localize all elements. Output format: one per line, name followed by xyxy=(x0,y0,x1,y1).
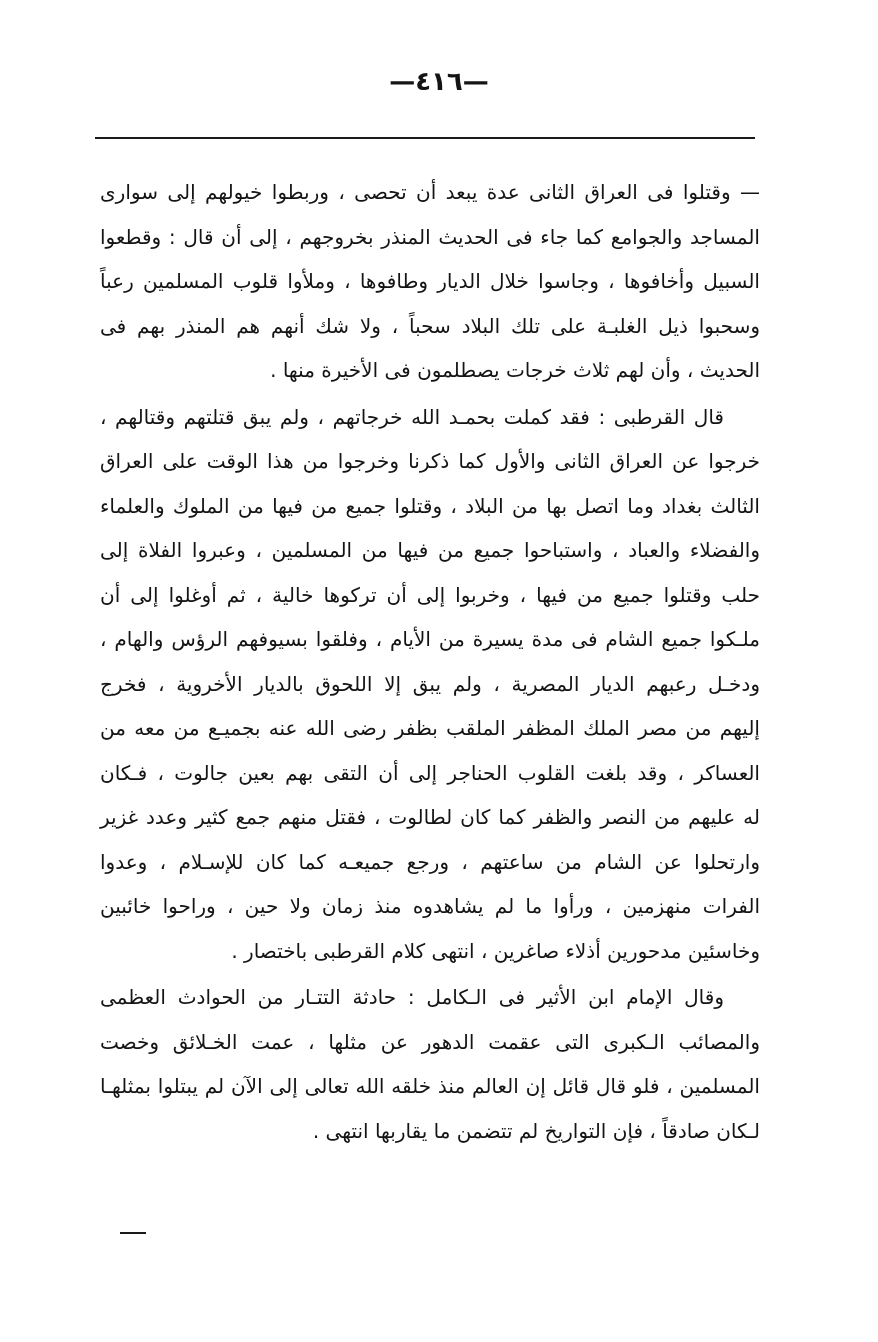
text-line: المسلمين ، فلو قال قائل إن العالم منذ خلقه الله تعالى إلى الآن لم يبتلوا بمثلهـا xyxy=(100,1074,760,1098)
text-line: وارتحلوا عن الشام من ساعتهم ، ورجع جميعـه كما كان للإسـلام ، وعدوا xyxy=(100,849,760,874)
paragraph-qurtubi-quote xyxy=(100,395,760,974)
text-line: حلب وقتلوا جميع من فيها ، وخربوا إلى أن تركوها خالية ، ثم أوغلوا إلى أن xyxy=(100,582,760,607)
paragraph-tatar-raids xyxy=(100,170,760,393)
page-number: —٤١٦— xyxy=(389,67,489,97)
text-line: السبيل وأخافوها ، وجاسوا خلال الديار وطافوها ، وملأوا قلوب المسلمين رعباً xyxy=(100,269,760,293)
paragraph-ibn-al-athir-quote xyxy=(100,975,760,1153)
text-line: وخاسئين مدحورين أذلاء صاغرين ، انتهى كلام القرطبى باختصار . xyxy=(231,938,760,963)
continuation-dash xyxy=(120,1232,146,1234)
text-line: الثالث بغداد وما اتصل بها من البلاد ، وقتلوا جميع من فيها من الملوك والعلماء xyxy=(100,493,760,518)
text-line: ودخـل رعبهم الديار المصرية ، ولم يبق إلا اللحوق بالديار الأخروية ، فخرج xyxy=(100,671,760,696)
text-line: خرجوا عن العراق الثانى والأول كما ذكرنا وخرجوا من هذا الوقت على العراق xyxy=(100,449,760,473)
text-line: له عليهم من النصر والظفر كما كان لطالوت ، فقتل منهم جمع كثير وعدد غزير xyxy=(100,805,760,829)
text-line: الفرات منهزمين ، ورأوا ما لم يشاهدوه منذ زمان ولا حين ، وراحوا خائبين xyxy=(100,894,760,918)
text-line: إليهم من مصر الملك المظفر الملقب بظفر رضى الله عنه بجميـع من معه من xyxy=(100,716,760,740)
text-line: — وقتلوا فى العراق الثانى عدة يبعد أن تحصى ، وربطوا خيولهم إلى سوارى xyxy=(100,180,760,204)
text-line: المساجد والجوامع كما جاء فى الحديث المنذر بخروجهم ، إلى أن قال : وقطعوا xyxy=(100,224,760,249)
text-line: والمصائب الـكبرى التى عقمت الدهور عن مثلها ، عمت الخـلائق وخصت xyxy=(100,1029,760,1054)
body-text xyxy=(100,170,760,1153)
text-line: العساكر ، وقد بلغت القلوب الحناجر إلى أن التقى بهم بعين جالوت ، فـكان xyxy=(100,760,760,785)
header-rule xyxy=(95,137,755,139)
text-line: والفضلاء والعباد ، واستباحوا جميع من فيها من المسلمين ، وعبروا الفلاة إلى xyxy=(100,538,760,562)
text-line: قال القرطبى : فقد كملت بحمـد الله خرجاتهم ، ولم يبق قتلتهم وقتالهم ، xyxy=(100,404,724,429)
text-line: الحديث ، وأن لهم ثلاث خرجات يصطلمون فى الأخيرة منها . xyxy=(270,358,760,382)
text-line: ملـكوا جميع الشام فى مدة يسيرة من الأيام ، وفلقوا بسيوفهم الرؤس والهام ، xyxy=(100,627,760,651)
text-line: وسحبوا ذيل الغلبـة على تلك البلاد سحباً ، ولا شك أنهم هم المنذر بهم فى xyxy=(100,313,760,338)
text-line: لـكان صادقاً ، فإن التواريخ لم تتضمن ما يقاربها انتهى . xyxy=(312,1118,760,1143)
text-line: وقال الإمام ابن الأثير فى الـكامل : حادثة التتـار من الحوادث العظمى xyxy=(100,985,724,1009)
